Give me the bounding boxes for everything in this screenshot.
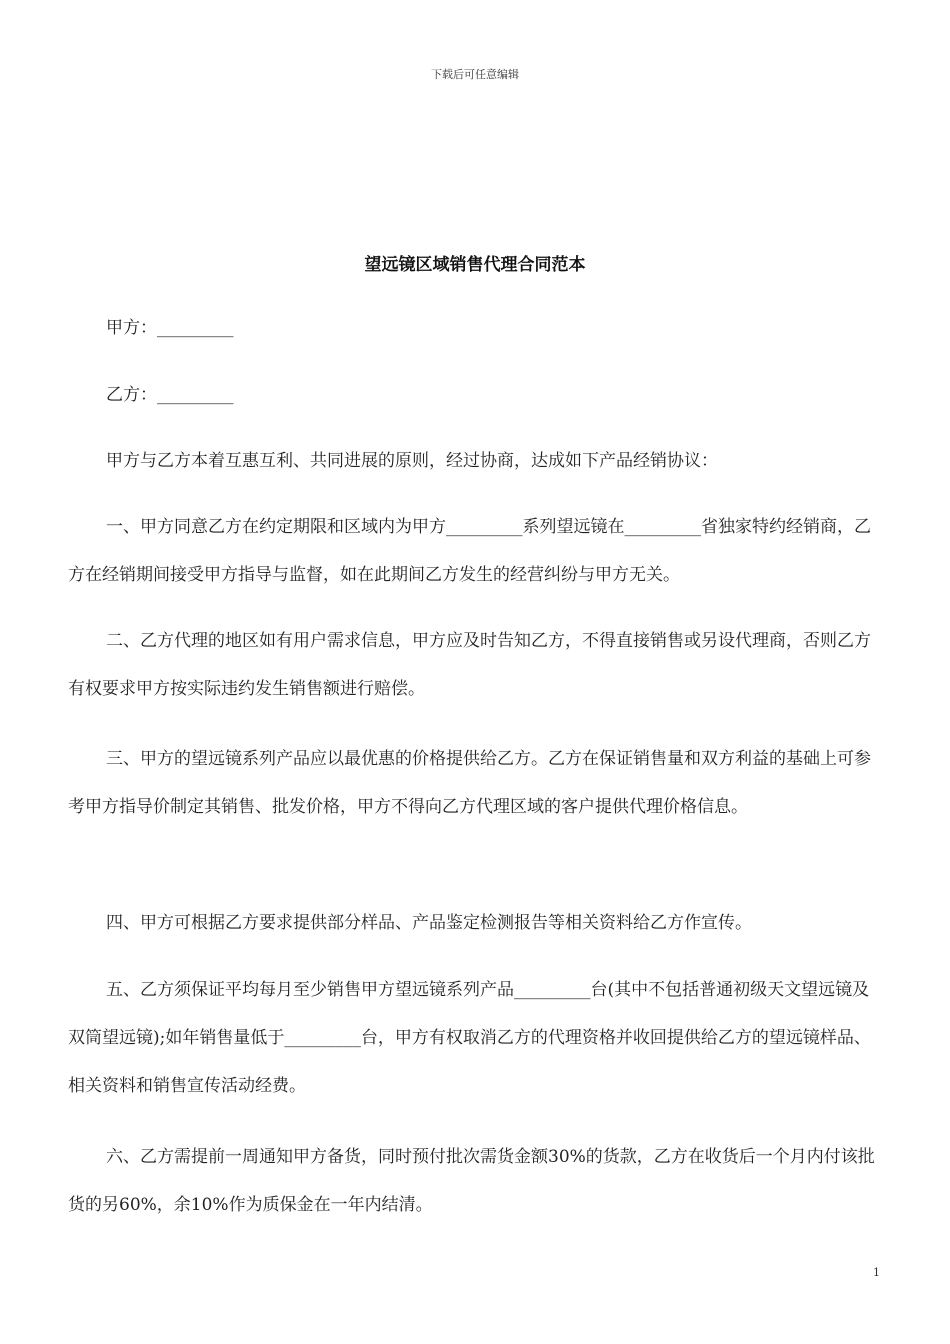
clause-2-paragraph: 二、乙方代理的地区如有用户需求信息，甲方应及时告知乙方，不得直接销售或另设代理商，否则乙方有权要求甲方按实际违约发生销售额进行赔偿。 [68, 631, 871, 699]
page-number: 1 [873, 1266, 880, 1279]
clause-6-paragraph: 六、乙方需提前一周通知甲方备货，同时预付批次需货金额30%的货款，乙方在收货后一个月内付该批货的另60%，余10%作为质保金在一年内结清。 [68, 1147, 875, 1215]
party-a-line: 甲方：_________ [106, 318, 234, 338]
clause-1-paragraph: 一、甲方同意乙方在约定期限和区域内为甲方_________系列望远镜在_________省独家特约经销商，乙方在经销期间接受甲方指导与监督，如在此期间乙方发生的经营纠纷与甲方无关。 [68, 517, 871, 585]
document-title: 望远镜区域销售代理合同范本 [364, 255, 586, 275]
header-note: 下载后可任意编辑 [431, 68, 519, 81]
clause-4-paragraph: 四、甲方可根据乙方要求提供部分样品、产品鉴定检测报告等相关资料给乙方作宣传。 [106, 913, 752, 933]
clause-3-paragraph: 三、甲方的望远镜系列产品应以最优惠的价格提供给乙方。乙方在保证销售量和双方利益的基础上可参考甲方指导价制定其销售、批发价格，甲方不得向乙方代理区域的客户提供代理价格信息。 [68, 749, 871, 817]
party-b-line: 乙方：_________ [106, 385, 234, 405]
clause-5-paragraph: 五、乙方须保证平均每月至少销售甲方望远镜系列产品_________台(其中不包括普通初级天文望远镜及双筒望远镜);如年销售量低于_________台，甲方有权取消乙方的代理资格并收回提供给乙方的望远镜样品、相关资料和销售宣传活动经费。 [68, 980, 871, 1096]
preamble-paragraph: 甲方与乙方本着互惠互利、共同进展的原则，经过协商，达成如下产品经销协议： [106, 451, 718, 471]
